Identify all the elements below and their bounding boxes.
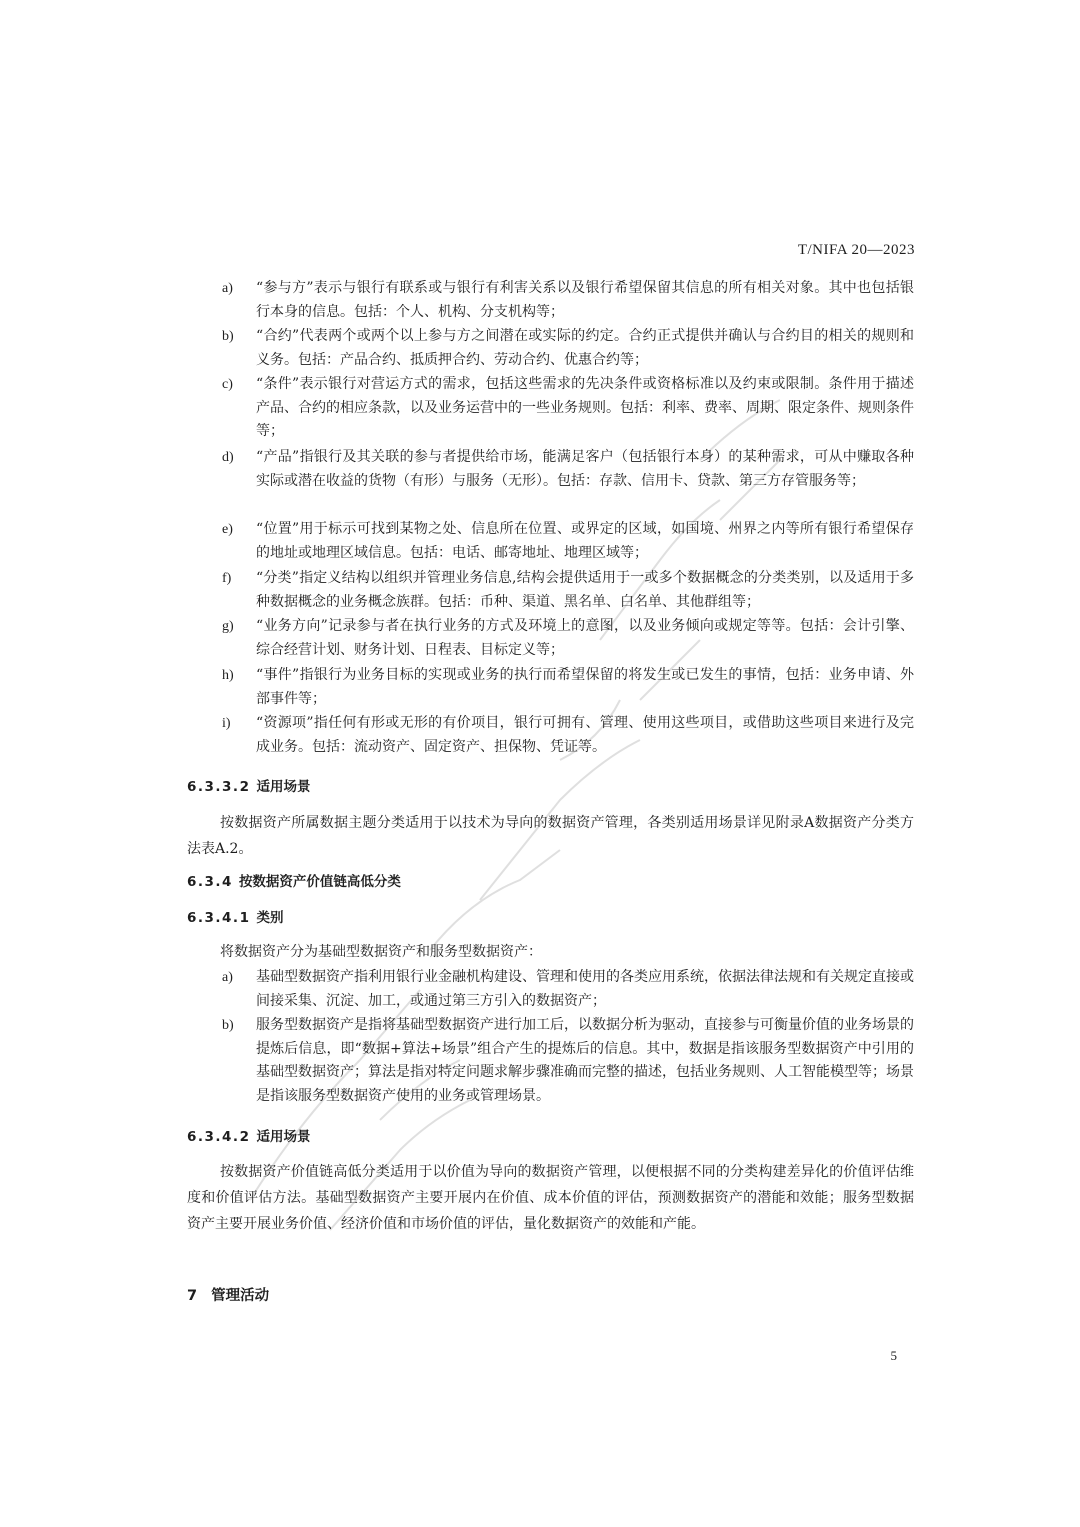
- list-item-text: “业务方向”记录参与者在执行业务的方式及环境上的意图，以及业务倾向或规定等等。包括：会计引擎、综合经营计划、财务计划、日程表、目标定义等；: [256, 618, 914, 658]
- list-item-text: “条件”表示银行对营运方式的需求，包括这些需求的先决条件或资格标准以及约束或限制。条件用于描述产品、合约的相应条款，以及业务运营中的一些业务规则。包括：利率、费率、周期、限定条件、规则条件等；: [256, 376, 914, 439]
- list-marker: f): [222, 571, 232, 586]
- paragraph: 将数据资产分为基础型数据资产和服务型数据资产：: [220, 944, 542, 960]
- section-heading: [187, 1127, 310, 1147]
- list-item: [222, 277, 914, 324]
- section-number: 6.3.4.1: [187, 910, 251, 926]
- list-marker: b): [222, 329, 234, 344]
- list-item-text: “事件”指银行为业务目标的实现或业务的执行而希望保留的将发生或已发生的事情，包括：业务申请、外部事件等；: [256, 667, 914, 707]
- list-marker: i): [222, 716, 231, 731]
- list-item-text: “位置”用于标示可找到某物之处、信息所在位置、或界定的区域，如国境、州界之内等所有银行希望保存的地址或地理区域信息。包括：电话、邮寄地址、地理区域等；: [256, 521, 914, 561]
- section-title: 适用场景: [256, 1129, 311, 1145]
- paragraph: 按数据资产所属数据主题分类适用于以技术为导向的数据资产管理，各类别适用场景详见附录A数据资产分类方法表A.2。: [187, 815, 914, 857]
- section-heading: [187, 777, 310, 797]
- section-heading: [187, 908, 283, 928]
- list-item-text: 服务型数据资产是指将基础型数据资产进行加工后，以数据分析为驱动，直接参与可衡量价值的业务场景的提炼后信息，即“数据+算法+场景”组合产生的提炼后的信息。其中，数据是指该服务型数据资产中引用的基础型数据资产；算法是指对特定问题求解步骤准确而完整的描述，包括业务规则、人工智能模型等；场景是指该服务型数据资产使用的业务或管理场景。: [256, 1017, 914, 1104]
- section-number: 6.3.4.2: [187, 1129, 251, 1145]
- section-number: 6.3.4: [187, 874, 233, 890]
- list-item-text: “资源项”指任何有形或无形的有价项目，银行可拥有、管理、使用这些项目，或借助这些项目来进行及完成业务。包括：流动资产、固定资产、担保物、凭证等。: [256, 715, 914, 755]
- list-item-text: 基础型数据资产指利用银行业金融机构建设、管理和使用的各类应用系统，依据法律法规和有关规定直接或间接采集、沉淀、加工，或通过第三方引入的数据资产；: [256, 969, 914, 1009]
- list-item-text: “产品”指银行及其关联的参与者提供给市场，能满足客户（包括银行本身）的某种需求，可从中赚取各种实际或潜在收益的货物（有形）与服务（无形）。包括：存款、信用卡、贷款、第三方存管服务等；: [256, 449, 914, 489]
- paragraph: 按数据资产价值链高低分类适用于以价值为导向的数据资产管理，以便根据不同的分类构建差异化的价值评估维度和价值评估方法。基础型数据资产主要开展内在价值、成本价值的评估，预测数据资产的潜能和效能；服务型数据资产主要开展业务价值、经济价值和市场价值的评估，量化数据资产的效能和产能。: [187, 1164, 914, 1232]
- list-marker: a): [222, 970, 233, 985]
- list-item-text: “分类”指定义结构以组织并管理业务信息,结构会提供适用于一或多个数据概念的分类类别，以及适用于多种数据概念的业务概念族群。包括：币种、渠道、黑名单、白名单、其他群组等；: [256, 570, 914, 610]
- list-item-text: “参与方”表示与银行有联系或与银行有利害关系以及银行希望保留其信息的所有相关对象。其中也包括银行本身的信息。包括：个人、机构、分支机构等；: [256, 280, 914, 320]
- list-marker: g): [222, 619, 234, 634]
- section-title: 类别: [256, 910, 284, 926]
- chapter-number: 7: [187, 1288, 198, 1304]
- document-code: T/NIFA 20—2023: [797, 242, 915, 258]
- list-item: [222, 325, 914, 372]
- section-heading: [187, 872, 401, 892]
- chapter-title: 管理活动: [211, 1288, 270, 1304]
- section-number: 6.3.3.2: [187, 779, 251, 795]
- list-item-text: “合约”代表两个或两个以上参与方之间潜在或实际的约定。合约正式提供并确认与合约目的相关的规则和义务。包括：产品合约、抵质押合约、劳动合约、优惠合约等；: [256, 328, 914, 368]
- section-title: 按数据资产价值链高低分类: [238, 874, 401, 890]
- list-item: [222, 664, 914, 711]
- list-item: [222, 373, 914, 444]
- list-item: [222, 518, 914, 565]
- list-item: [222, 966, 914, 1013]
- section-title: 适用场景: [256, 779, 311, 795]
- list-marker: e): [222, 522, 233, 537]
- list-item: [222, 615, 914, 662]
- list-marker: d): [222, 450, 234, 465]
- chapter-heading: [187, 1284, 269, 1305]
- list-marker: b): [222, 1018, 234, 1033]
- list-item: [222, 567, 914, 614]
- list-marker: c): [222, 377, 233, 392]
- list-item: [222, 446, 914, 493]
- list-marker: a): [222, 281, 233, 296]
- list-item: [222, 1014, 914, 1108]
- list-marker: h): [222, 668, 234, 683]
- page-number: 5: [890, 1348, 897, 1363]
- list-item: [222, 712, 914, 759]
